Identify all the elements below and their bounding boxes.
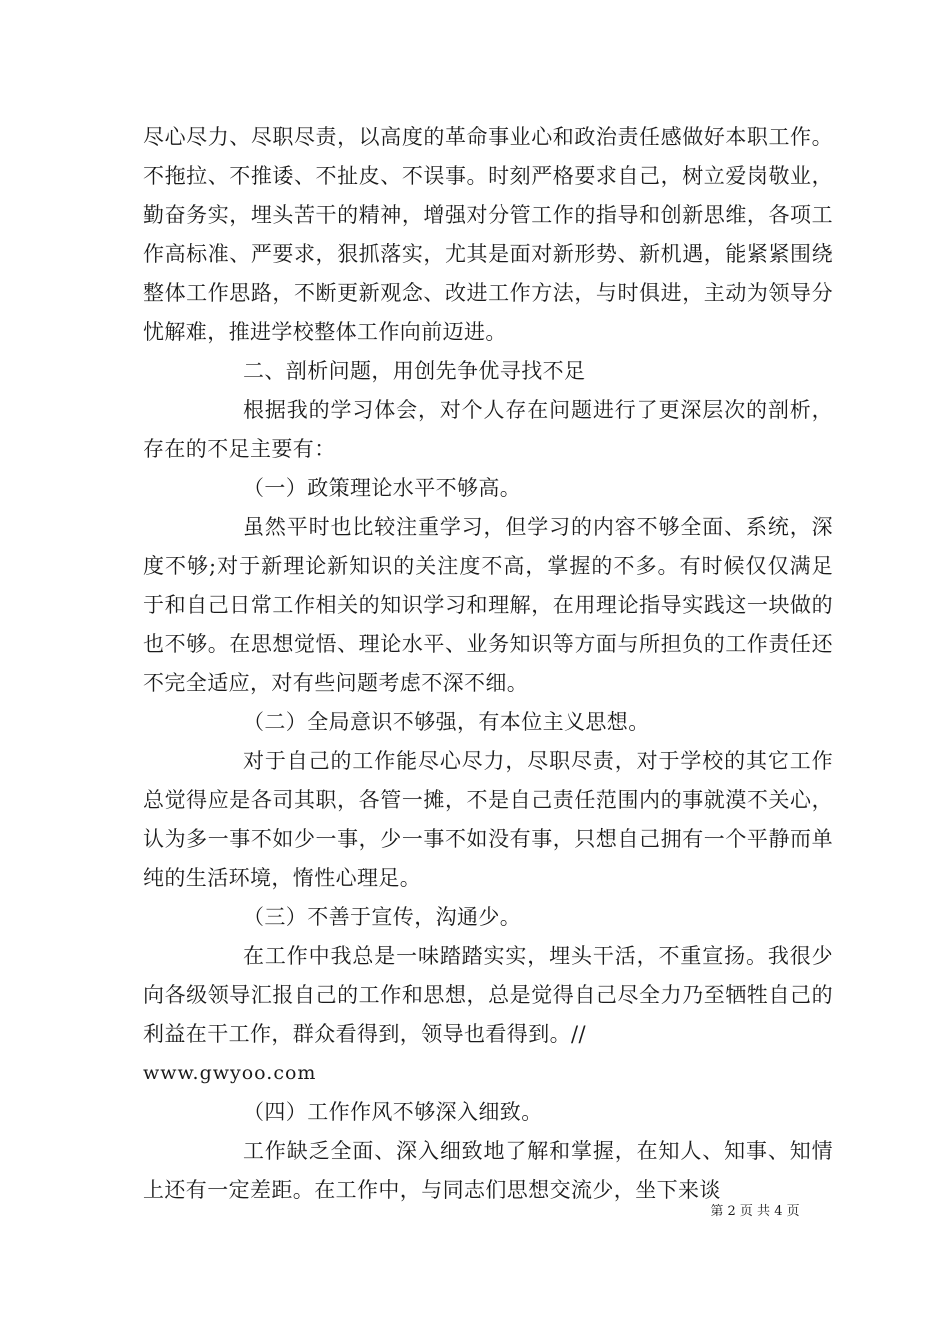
subheading-1: （一）政策理论水平不够高。 bbox=[243, 476, 522, 500]
section-heading-2: 二、剖析问题，用创先争优寻找不足 bbox=[243, 359, 586, 383]
paragraph-9: 在工作中我总是一味踏踏实实，埋头干活，不重宣扬。我很少向各级领导汇报自己的工作和思想，总是觉得自己尽全力乃至牺牲自己的利益在干工作，群众看得到，领导也看得到。// bbox=[143, 944, 833, 1046]
subheading-3: （三）不善于宣传，沟通少。 bbox=[243, 905, 522, 929]
paragraph-1: 尽心尽力、尽职尽责，以高度的革命事业心和政治责任感做好本职工作。不拖拉、不推诿、不扯皮、不误事。时刻严格要求自己，树立爱岗敬业，勤奋务实，埋头苦干的精神，增强对分管工作的指导和创新思维，各项工作高标准、严要求，狠抓落实，尤其是面对新形势、新机遇，能紧紧围绕整体工作思路，不断更新观念、改进工作方法，与时俱进，主动为领导分忧解难，推进学校整体工作向前迈进。 bbox=[143, 125, 833, 344]
page-number: 第 2 页 共 4 页 bbox=[710, 1204, 800, 1219]
paragraph-7: 对于自己的工作能尽心尽力，尽职尽责，对于学校的其它工作总觉得应是各司其职，各管一摊，不是自己责任范围内的事就漠不关心，认为多一事不如少一事，少一事不如没有事，只想自己拥有一个平静而单纯的生活环境，惰性心理足。 bbox=[143, 749, 833, 890]
paragraph-5: 虽然平时也比较注重学习，但学习的内容不够全面、系统，深度不够;对于新理论新知识的关注度不高，掌握的不多。有时候仅仅满足于和自己日常工作相关的知识学习和理解，在用理论指导实践这一块做的也不够。在思想觉悟、理论水平、业务知识等方面与所担负的工作责任还不完全适应，对有些问题考虑不深不细。 bbox=[143, 515, 833, 695]
subheading-4: （四）工作作风不够深入细致。 bbox=[243, 1100, 543, 1124]
paragraph-3: 根据我的学习体会，对个人存在问题进行了更深层次的剖析，存在的不足主要有： bbox=[143, 398, 833, 461]
url-text: www.gwyoo.com bbox=[143, 1062, 317, 1084]
paragraph-12: 工作缺乏全面、深入细致地了解和掌握，在知人、知事、知情上还有一定差距。在工作中，与同志们思想交流少，坐下来谈 bbox=[143, 1139, 833, 1202]
document-body bbox=[143, 118, 833, 1210]
subheading-2: （二）全局意识不够强，有本位主义思想。 bbox=[243, 710, 650, 734]
